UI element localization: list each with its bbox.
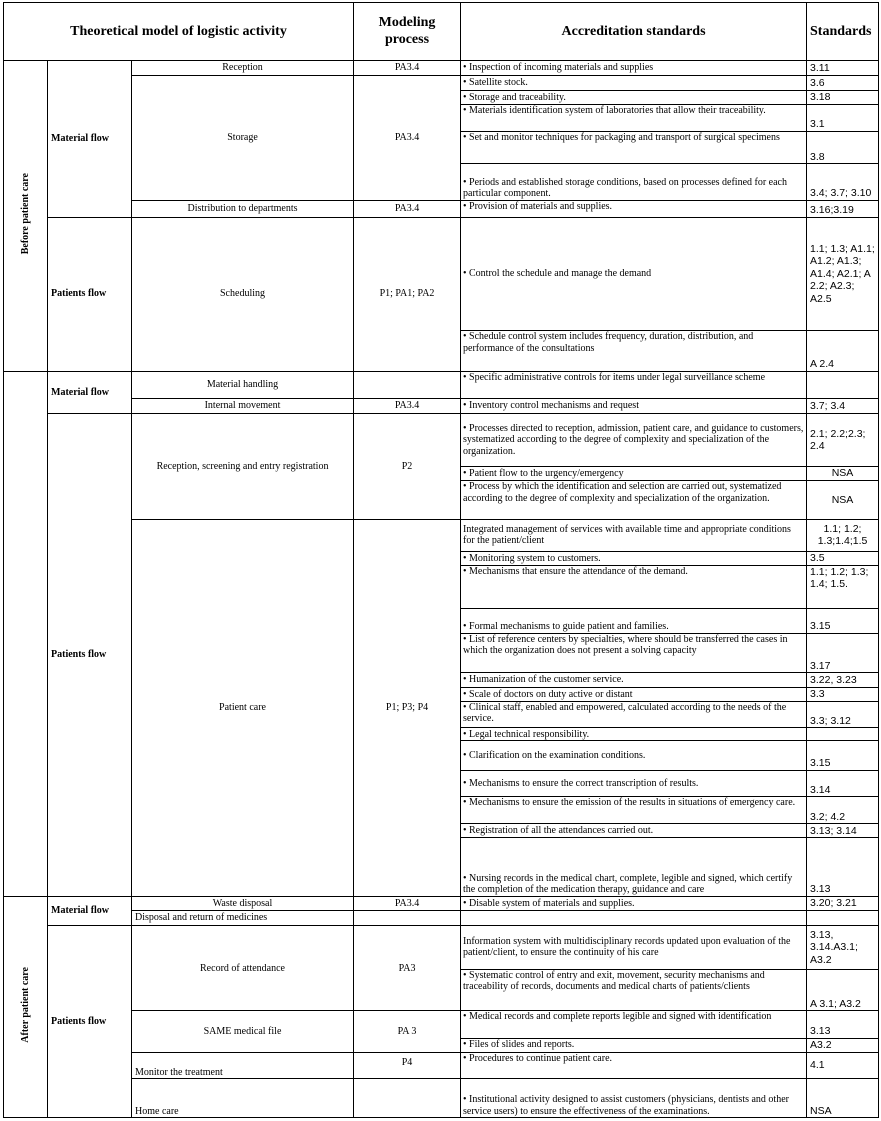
code-cell: 3.4; 3.7; 3.10 xyxy=(807,164,879,200)
standard-cell: • List of reference centers by specialties, where should be transferred the cases in which the organization does not present a solving capacity xyxy=(461,633,807,673)
code-cell: 3.20; 3.21 xyxy=(807,896,879,910)
activity-monitor-treatment: Monitor the treatment xyxy=(132,1052,354,1078)
phase-before: Before patient care xyxy=(4,60,48,371)
code-cell: A 2.4 xyxy=(807,331,879,372)
standard-cell: • Institutional activity designed to assist customers (physicians, dentists and other service users) to ensure the effectiveness of the examinations. xyxy=(461,1079,807,1118)
code-cell: 3.13 xyxy=(807,1011,879,1038)
flow-material-during: Material flow xyxy=(48,371,132,414)
standard-cell: • Set and monitor techniques for packaging and transport of surgical specimens xyxy=(461,131,807,163)
standard-cell: • Formal mechanisms to guide patient and families. xyxy=(461,609,807,633)
code-cell: 3.6 xyxy=(807,75,879,90)
process-header: Modeling process xyxy=(354,3,461,61)
code-cell: 3.8 xyxy=(807,131,879,163)
standard-cell: • Materials identification system of laboratories that allow their traceability. xyxy=(461,105,807,131)
code-cell: 3.13; 3.14 xyxy=(807,824,879,838)
process-storage: PA3.4 xyxy=(354,75,461,200)
table-row xyxy=(4,399,879,414)
standard-cell: • Schedule control system includes frequency, duration, distribution, and performance of the consultations xyxy=(461,331,807,372)
process-home-care xyxy=(354,1079,461,1118)
standards-header: Accreditation standards xyxy=(461,3,807,61)
table-row xyxy=(4,60,879,75)
activity-reception: Reception xyxy=(132,60,354,75)
activity-internal-movement: Internal movement xyxy=(132,399,354,414)
code-cell: 3.16;3.19 xyxy=(807,200,879,217)
model-header: Theoretical model of logistic activity xyxy=(4,3,354,61)
standard-cell: • Registration of all the attendances carried out. xyxy=(461,824,807,838)
code-cell: 3.22, 3.23 xyxy=(807,673,879,688)
table-row xyxy=(4,371,879,398)
activity-distribution: Distribution to departments xyxy=(132,200,354,217)
code-cell: 3.13 xyxy=(807,838,879,897)
activity-same-medical-file: SAME medical file xyxy=(132,1011,354,1053)
process-record-attendance: PA3 xyxy=(354,926,461,1011)
code-cell: 4.1 xyxy=(807,1052,879,1078)
flow-patients-during: Patients flow xyxy=(48,414,132,897)
code-cell: 1.1; 1.2; 1.3;1.4;1.5 xyxy=(807,519,879,551)
code-cell: 3.3; 3.12 xyxy=(807,701,879,727)
process-material-handling xyxy=(354,371,461,398)
standard-cell: • Legal technical responsibility. xyxy=(461,728,807,741)
process-scheduling: P1; PA1; PA2 xyxy=(354,217,461,371)
activity-scheduling: Scheduling xyxy=(132,217,354,371)
standard-cell: Information system with multidisciplinary records updated upon evaluation of the patient/client, to ensure the continuity of his care xyxy=(461,926,807,970)
standard-cell: • Periods and established storage conditions, based on processes defined for each particular component. xyxy=(461,164,807,200)
table-row xyxy=(4,75,879,90)
header-row xyxy=(4,3,879,61)
table-row xyxy=(4,414,879,467)
activity-record-attendance: Record of attendance xyxy=(132,926,354,1011)
standard-cell: • Clinical staff, enabled and empowered, calculated according to the needs of the service. xyxy=(461,701,807,727)
standard-cell: • Disable system of materials and supplies. xyxy=(461,896,807,910)
standard-cell: Integrated management of services with available time and appropriate conditions for the patient/client xyxy=(461,519,807,551)
standard-cell: • Procedures to continue patient care. xyxy=(461,1052,807,1078)
activity-patient-care: Patient care xyxy=(132,519,354,896)
code-cell: 2.1; 2.2;2.3; 2.4 xyxy=(807,414,879,467)
code-cell xyxy=(807,728,879,741)
code-cell: 3.3 xyxy=(807,688,879,702)
code-cell: 3.15 xyxy=(807,609,879,633)
code-cell: 3.7; 3.4 xyxy=(807,399,879,414)
activity-reception-screening: Reception, screening and entry registration xyxy=(132,414,354,519)
activity-home-care: Home care xyxy=(132,1079,354,1118)
code-cell: 1.1; 1.3; A1.1; A1.2; A1.3; A1.4; A2.1; A 2.2; A2.3; A2.5 xyxy=(807,217,879,330)
table-row xyxy=(4,926,879,970)
standard-cell: • Provision of materials and supplies. xyxy=(461,200,807,217)
standard-cell: • Process by which the identification and selection are carried out, systematized according to the degree of complexity and specialization of the organization. xyxy=(461,481,807,520)
flow-patients-after: Patients flow xyxy=(48,926,132,1118)
code-cell: 3.2; 4.2 xyxy=(807,797,879,824)
process-distribution: PA3.4 xyxy=(354,200,461,217)
process-patient-care: P1; P3; P4 xyxy=(354,519,461,896)
code-cell: A3.2 xyxy=(807,1038,879,1052)
code-cell: A 3.1; A3.2 xyxy=(807,969,879,1011)
code-cell: NSA xyxy=(807,466,879,480)
standard-cell: • Files of slides and reports. xyxy=(461,1038,807,1052)
process-internal-movement: PA3.4 xyxy=(354,399,461,414)
table-row xyxy=(4,200,879,217)
table-row xyxy=(4,1079,879,1118)
standard-cell: • Patient flow to the urgency/emergency xyxy=(461,466,807,480)
phase-after: After patient care xyxy=(4,896,48,1117)
codes-header: Standards xyxy=(807,3,879,61)
code-cell: 3.14 xyxy=(807,770,879,796)
table-row xyxy=(4,519,879,551)
standard-cell: • Medical records and complete reports legible and signed with identification xyxy=(461,1011,807,1038)
flow-material-after: Material flow xyxy=(48,896,132,925)
code-cell: 3.18 xyxy=(807,91,879,105)
process-monitor-treatment: P4 xyxy=(354,1052,461,1078)
standard-cell: • Mechanisms to ensure the correct transcription of results. xyxy=(461,770,807,796)
table-row xyxy=(4,896,879,910)
code-cell xyxy=(807,371,879,398)
standard-cell: • Satellite stock. xyxy=(461,75,807,90)
code-cell: 3.15 xyxy=(807,741,879,770)
standard-cell: • Systematic control of entry and exit, movement, security mechanisms and traceability of records, documents and medical charts of patients/clients xyxy=(461,969,807,1011)
standard-cell: • Monitoring system to customers. xyxy=(461,551,807,565)
standard-cell: • Storage and traceability. xyxy=(461,91,807,105)
activity-storage: Storage xyxy=(132,75,354,200)
standard-cell xyxy=(461,911,807,926)
process-reception: PA3.4 xyxy=(354,60,461,75)
standard-cell: • Scale of doctors on duty active or distant xyxy=(461,688,807,702)
standard-cell: • Humanization of the customer service. xyxy=(461,673,807,688)
code-cell: NSA xyxy=(807,481,879,520)
standard-cell: • Nursing records in the medical chart, complete, legible and signed, which certify the completion of the medication therapy, guidance and care xyxy=(461,838,807,897)
standard-cell: • Inventory control mechanisms and request xyxy=(461,399,807,414)
phase-during xyxy=(4,371,48,896)
code-cell: 3.11 xyxy=(807,60,879,75)
code-cell: 3.1 xyxy=(807,105,879,131)
standard-cell: • Mechanisms that ensure the attendance of the demand. xyxy=(461,565,807,609)
code-cell: 3.13, 3.14.A3.1; A3.2 xyxy=(807,926,879,970)
code-cell: 1.1; 1.2; 1.3; 1.4; 1.5. xyxy=(807,565,879,609)
flow-patients-before: Patients flow xyxy=(48,217,132,371)
standard-cell: • Clarification on the examination conditions. xyxy=(461,741,807,770)
table-row xyxy=(4,1011,879,1038)
standard-cell: • Inspection of incoming materials and supplies xyxy=(461,60,807,75)
process-reception-screening: P2 xyxy=(354,414,461,519)
standard-cell: • Mechanisms to ensure the emission of the results in situations of emergency care. xyxy=(461,797,807,824)
flow-material-before: Material flow xyxy=(48,60,132,217)
table-row xyxy=(4,217,879,330)
standard-cell: • Processes directed to reception, admission, patient care, and guidance to customers, systematized according to the degree of complexity and specialization of the organization. xyxy=(461,414,807,467)
activity-material-handling: Material handling xyxy=(132,371,354,398)
standard-cell: • Control the schedule and manage the demand xyxy=(461,217,807,330)
table-row xyxy=(4,911,879,926)
code-cell: 3.17 xyxy=(807,633,879,673)
accreditation-table xyxy=(3,2,879,1118)
activity-disposal-return: Disposal and return of medicines xyxy=(132,911,354,926)
standard-cell: • Specific administrative controls for items under legal surveillance scheme xyxy=(461,371,807,398)
code-cell: NSA xyxy=(807,1079,879,1118)
process-waste-disposal: PA3.4 xyxy=(354,896,461,910)
process-same-medical-file: PA 3 xyxy=(354,1011,461,1053)
activity-waste-disposal: Waste disposal xyxy=(132,896,354,910)
process-disposal-return xyxy=(354,911,461,926)
code-cell: 3.5 xyxy=(807,551,879,565)
code-cell xyxy=(807,911,879,926)
table-row xyxy=(4,1052,879,1078)
